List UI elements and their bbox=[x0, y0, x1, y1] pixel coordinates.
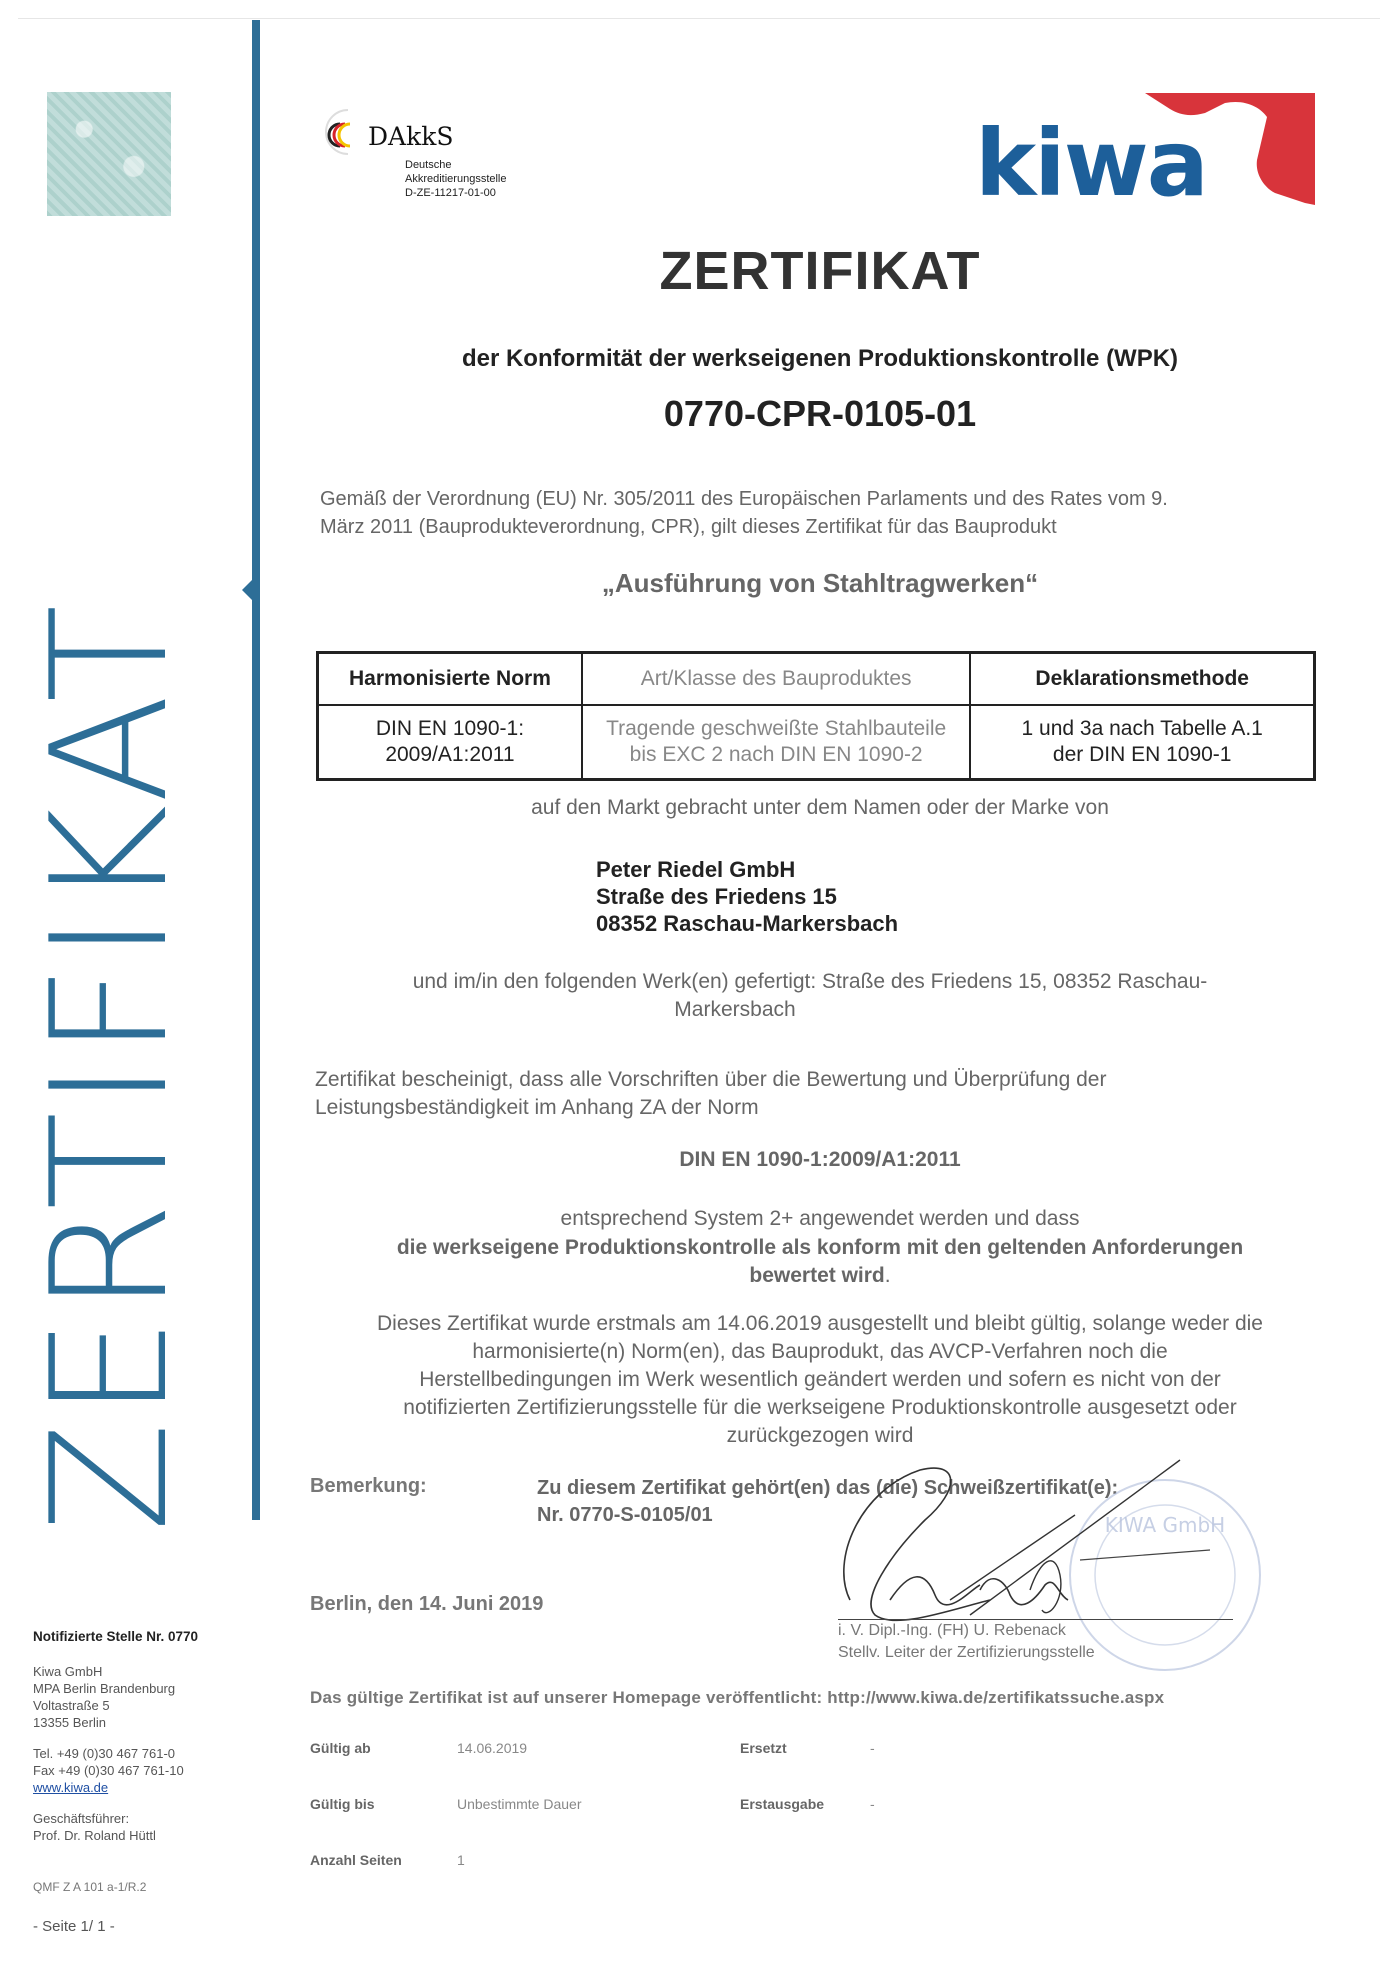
certificate-title: ZERTIFIKAT bbox=[659, 241, 981, 301]
conformity-line-2: bewertet wird bbox=[749, 1264, 885, 1287]
cell-line: 2009/A1:2011 bbox=[385, 743, 515, 766]
pages-value: 1 bbox=[457, 1852, 465, 1868]
hologram-seal bbox=[47, 92, 171, 216]
certificate-number: 0770-CPR-0105-01 bbox=[663, 393, 977, 434]
handwritten-signature bbox=[830, 1450, 1270, 1630]
cell-line: der DIN EN 1090-1 bbox=[1052, 743, 1232, 766]
issuer-tel: Tel. +49 (0)30 467 761-0 bbox=[33, 1746, 176, 1761]
issuer-info bbox=[33, 1628, 243, 1844]
validity-line-5: zurückgezogen wird bbox=[726, 1424, 914, 1447]
validity-text bbox=[310, 1310, 1330, 1450]
pages-label: Anzahl Seiten bbox=[310, 1852, 402, 1868]
plant-line-2: Markersbach bbox=[674, 998, 796, 1021]
table-header: Art/Klasse des Bauproduktes bbox=[582, 653, 971, 706]
validity-line-3: Herstellbedingungen im Werk wesentlich geändert werden und sofern es nicht von der bbox=[419, 1368, 1221, 1391]
vertical-title: ZERTIFIKAT bbox=[16, 600, 203, 1532]
valid-until-value: Unbestimmte Dauer bbox=[457, 1796, 582, 1812]
valid-until-label: Gültig bis bbox=[310, 1796, 375, 1812]
conformity-line-1: die werkseigene Produktionskontrolle als konform mit den geltenden Anforderungen bbox=[396, 1236, 1244, 1259]
first-issue-label: Erstausgabe bbox=[740, 1796, 825, 1812]
valid-from-value: 14.06.2019 bbox=[457, 1740, 528, 1756]
manufacturer-block bbox=[596, 856, 1096, 937]
table-cell-product-class bbox=[582, 705, 971, 780]
product-name: „Ausführung von Stahltragwerken“ bbox=[601, 568, 1039, 598]
signer-info bbox=[838, 1620, 1198, 1664]
homepage-note: Das gültige Zertifikat ist auf unserer Homepage veröffentlicht: http://www.kiwa.de/zertifikatssuche.aspx bbox=[310, 1688, 1165, 1707]
signer-role: Stellv. Leiter der Zertifizierungsstelle bbox=[838, 1644, 1095, 1661]
valid-from-label: Gültig ab bbox=[310, 1740, 371, 1756]
first-issue-value: - bbox=[870, 1796, 875, 1812]
managing-director-label: Geschäftsführer: bbox=[33, 1811, 130, 1826]
manufacturer-name: Peter Riedel GmbH bbox=[596, 857, 796, 882]
issuer-address-1: MPA Berlin Brandenburg bbox=[33, 1681, 176, 1696]
norm-reference: DIN EN 1090-1:2009/A1:2011 bbox=[679, 1148, 961, 1171]
issuer-address-2: Voltastraße 5 bbox=[33, 1698, 110, 1713]
notified-body: Notifizierte Stelle Nr. 0770 bbox=[33, 1629, 199, 1644]
cell-line: DIN EN 1090-1: bbox=[375, 717, 525, 740]
dakks-logo bbox=[318, 102, 558, 212]
dakks-line-2: Akkreditierungsstelle bbox=[405, 173, 507, 185]
validity-line-4: notifizierten Zertifizierungsstelle für die werkseigene Produktionskontrolle ausgesetzt oder bbox=[403, 1396, 1237, 1419]
intro-text bbox=[320, 485, 1290, 541]
remark-label: Bemerkung: bbox=[310, 1475, 427, 1497]
attestation-line-1: Zertifikat bescheinigt, dass alle Vorschriften über die Bewertung und Überprüfung der bbox=[315, 1068, 1107, 1091]
manufacturer-street: Straße des Friedens 15 bbox=[596, 884, 837, 909]
norm-table bbox=[316, 651, 1316, 781]
cell-line: bis EXC 2 nach DIN EN 1090-2 bbox=[629, 743, 923, 766]
stamp-text: KIWA GmbH bbox=[1104, 1513, 1226, 1537]
replaces-value: - bbox=[870, 1740, 875, 1756]
form-code: QMF Z A 101 a-1/R.2 bbox=[33, 1880, 147, 1894]
managing-director: Prof. Dr. Roland Hüttl bbox=[33, 1828, 156, 1843]
place-date: Berlin, den 14. Juni 2019 bbox=[310, 1593, 544, 1615]
manufacturer-city: 08352 Raschau-Markersbach bbox=[596, 911, 899, 936]
issuer-fax: Fax +49 (0)30 467 761-10 bbox=[33, 1763, 184, 1778]
dakks-line-1: Deutsche bbox=[405, 159, 452, 171]
validity-line-1: Dieses Zertifikat wurde erstmals am 14.06.2019 ausgestellt und bleibt gültig, solange weder die bbox=[377, 1312, 1263, 1335]
remark-line-2: Nr. 0770-S-0105/01 bbox=[537, 1504, 713, 1526]
page-number: - Seite 1/ 1 - bbox=[33, 1918, 115, 1935]
certificate-subtitle: der Konformität der werkseigenen Produktionskontrolle (WPK) bbox=[461, 345, 1179, 372]
conformity-suffix: . bbox=[884, 1264, 891, 1287]
validity-line-2: harmonisierte(n) Norm(en), das Bauprodukt, das AVCP-Verfahren noch die bbox=[472, 1340, 1168, 1363]
attestation-text bbox=[315, 1066, 1315, 1122]
divider-notch bbox=[242, 580, 252, 600]
replaces-label: Ersetzt bbox=[740, 1740, 787, 1756]
conformity-text bbox=[300, 1234, 1340, 1290]
intro-line-2: März 2011 (Bauprodukteverordnung, CPR), gilt dieses Zertifikat für das Bauprodukt bbox=[320, 516, 1057, 538]
plant-line-1: und im/in den folgenden Werk(en) gefertigt: Straße des Friedens 15, 08352 Raschau- bbox=[412, 970, 1208, 993]
kiwa-wordmark: kiwa bbox=[975, 110, 1207, 210]
sidebar-divider bbox=[252, 20, 260, 1520]
market-text: auf den Markt gebracht unter dem Namen oder der Marke von bbox=[531, 796, 1109, 819]
table-header-row bbox=[318, 653, 1315, 706]
attestation-line-2: Leistungsbeständigkeit im Anhang ZA der Norm bbox=[315, 1096, 759, 1119]
issuer-address-3: 13355 Berlin bbox=[33, 1715, 106, 1730]
dakks-subtitle bbox=[405, 158, 507, 200]
plant-text bbox=[320, 968, 1300, 1024]
table-cell-declaration bbox=[970, 705, 1314, 780]
dakks-line-3: D-ZE-11217-01-00 bbox=[405, 187, 496, 199]
system-text: entsprechend System 2+ angewendet werden und dass bbox=[560, 1207, 1080, 1230]
table-cell-norm bbox=[318, 705, 582, 780]
cell-line: Tragende geschweißte Stahlbauteile bbox=[606, 717, 947, 740]
kiwa-logo bbox=[975, 85, 1335, 210]
signer-name: i. V. Dipl.-Ing. (FH) U. Rebenack bbox=[838, 1622, 1066, 1639]
dakks-name: DAkkS bbox=[368, 122, 454, 151]
table-header: Deklarationsmethode bbox=[970, 653, 1314, 706]
remark-line-1: Zu diesem Zertifikat gehört(en) das (die) Schweißzertifikat(e): bbox=[537, 1477, 1119, 1499]
table-row bbox=[318, 705, 1315, 780]
intro-line-1: Gemäß der Verordnung (EU) Nr. 305/2011 des Europäischen Parlaments und des Rates vom 9. bbox=[320, 488, 1168, 510]
table-header: Harmonisierte Norm bbox=[318, 653, 582, 706]
issuer-company: Kiwa GmbH bbox=[33, 1664, 103, 1679]
cell-line: 1 und 3a nach Tabelle A.1 bbox=[1021, 717, 1263, 740]
issuer-website-link[interactable]: www.kiwa.de bbox=[33, 1780, 109, 1795]
